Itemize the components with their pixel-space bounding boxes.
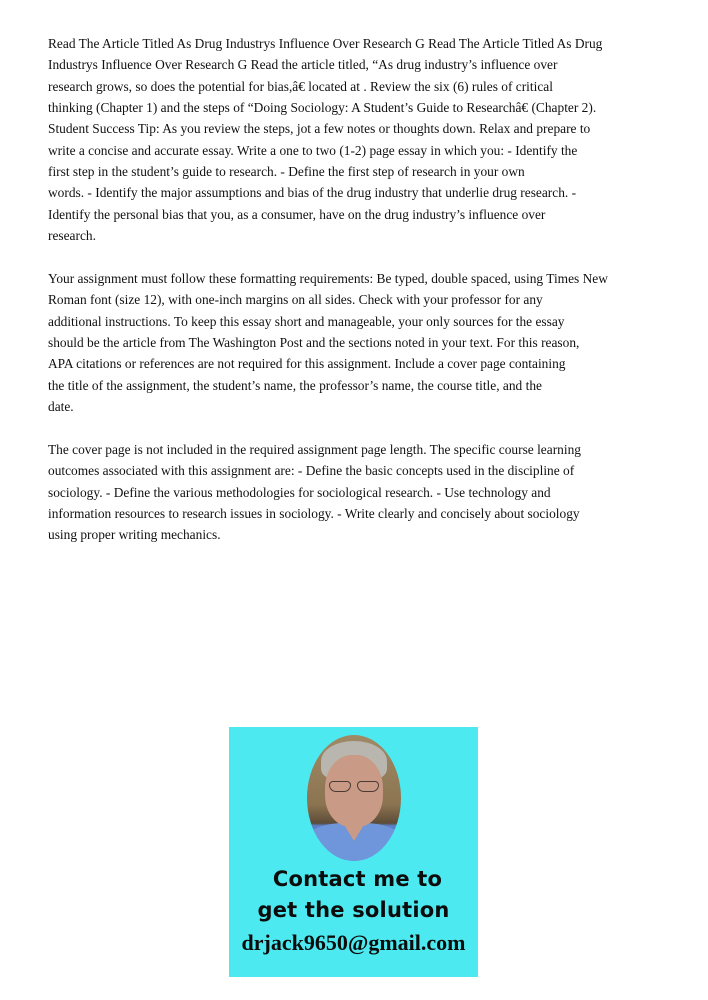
text-line: The cover page is not included in the required assignment page length. The specific course learning: [48, 441, 581, 457]
paragraph-formatting-requirements: [48, 268, 660, 417]
text-line: first step in the student’s guide to research. - Define the first step of research in your own: [48, 164, 525, 180]
text-line: Read The Article Titled As Drug Industrys Influence Over Research G Read The Article Titled As Drug: [48, 36, 603, 51]
ad-headline-line2: get the solution: [257, 898, 450, 922]
text-line: APA citations or references are not required for this assignment. Include a cover page containing: [48, 356, 566, 372]
ad-headline-line1: Contact me to: [272, 867, 443, 891]
text-line: date.: [48, 399, 74, 414]
text-line: using proper writing mechanics.: [48, 527, 221, 543]
document-body: [48, 33, 660, 546]
text-line: write a concise and accurate essay. Write a one to two (1-2) page essay in which you: - Identify the: [48, 142, 578, 158]
text-line: research grows, so does the potential for bias,â€ located at . Review the six (6) rules of critical: [48, 78, 553, 94]
text-line: research.: [48, 228, 96, 244]
text-line: Your assignment must follow these formatting requirements: Be typed, double spaced, using Times New: [48, 270, 608, 286]
text-line: information resources to research issues in sociology. - Write clearly and concisely about sociology: [48, 505, 580, 521]
portrait-photo: [307, 735, 401, 861]
text-line: thinking (Chapter 1) and the steps of “Doing Sociology: A Student’s Guide to Researchâ€ (Chapter 2).: [48, 100, 597, 116]
text-line: Identify the personal bias that you, as a consumer, have on the drug industry’s influence over: [48, 206, 546, 222]
text-line: outcomes associated with this assignment are: - Define the basic concepts used in the discipline of: [48, 463, 575, 479]
text-line: sociology. - Define the various methodologies for sociological research. - Use technology and: [48, 484, 551, 500]
paragraph-instructions: [48, 33, 660, 246]
text-line: Roman font (size 12), with one-inch margins on all sides. Check with your professor for any: [48, 292, 543, 308]
text-line: the title of the assignment, the student’s name, the professor’s name, the course title, and the: [48, 377, 542, 393]
ad-email[interactable]: drjack9650@gmail.com: [241, 930, 466, 955]
paragraph-learning-outcomes: [48, 439, 660, 546]
text-line: additional instructions. To keep this essay short and manageable, your only sources for the essay: [48, 313, 565, 329]
text-line: Industrys Influence Over Research G Read the article titled, “As drug industry’s influence over: [48, 57, 558, 73]
contact-ad-banner[interactable]: [229, 727, 478, 977]
text-line: should be the article from The Washington Post and the sections noted in your text. For this reason,: [48, 334, 580, 350]
text-line: words. - Identify the major assumptions and bias of the drug industry that underlie drug research. -: [48, 185, 577, 201]
glasses-icon: [327, 781, 381, 793]
text-line: Student Success Tip: As you review the steps, jot a few notes or thoughts down. Relax and prepare to: [48, 121, 591, 137]
